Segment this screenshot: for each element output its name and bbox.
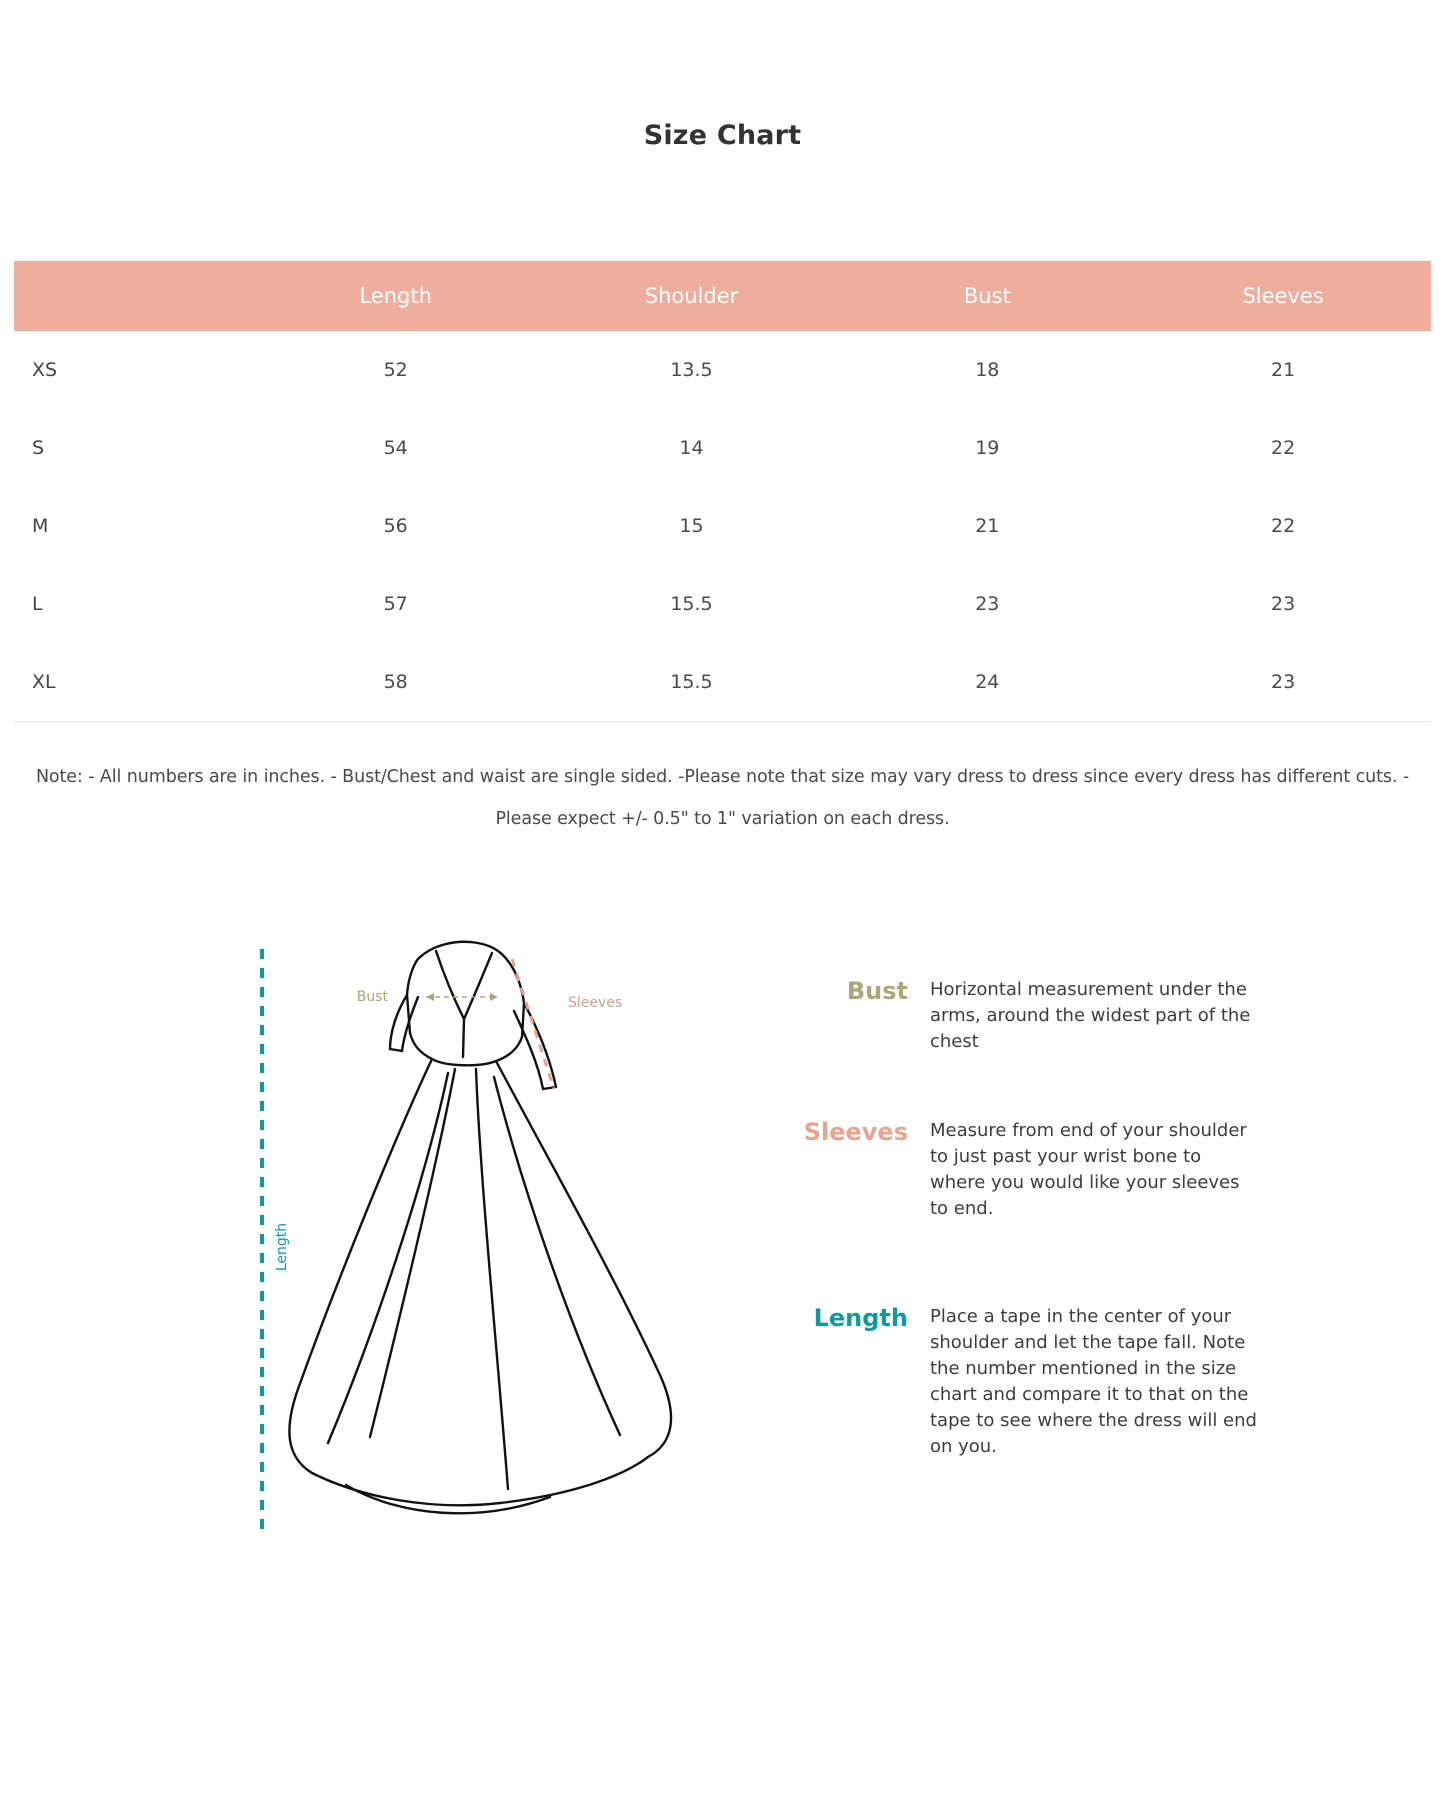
legend-desc-bust: Horizontal measurement under the arms, around the widest part of the chest bbox=[930, 979, 1251, 1053]
cell-size: L bbox=[32, 593, 43, 615]
cell-sleeves: 22 bbox=[1271, 437, 1296, 459]
cell-length: 56 bbox=[383, 515, 408, 537]
legend-term-bust: Bust bbox=[846, 977, 908, 1006]
size-table-header bbox=[14, 261, 1431, 331]
legend-term-length: Length bbox=[813, 1303, 908, 1332]
cell-bust: 24 bbox=[839, 643, 1135, 721]
cell-size: S bbox=[32, 437, 45, 459]
legend-desc-sleeves: Measure from end of your shoulder to just past your wrist bone to where you would like your sleeves to end. bbox=[930, 1119, 1247, 1219]
cell-bust: 23 bbox=[975, 593, 1000, 615]
column-header-shoulder: Shoulder bbox=[544, 261, 840, 331]
cell-bust: 19 bbox=[975, 437, 1000, 459]
dress-illustration bbox=[250, 937, 720, 1557]
table-row bbox=[14, 643, 1431, 721]
size-table-container bbox=[0, 261, 1445, 722]
cell-sleeves: 23 bbox=[1271, 593, 1296, 615]
size-table bbox=[14, 261, 1431, 722]
cell-sleeves: 21 bbox=[1271, 359, 1296, 381]
cell-shoulder: 13.5 bbox=[670, 359, 713, 381]
table-row bbox=[14, 487, 1431, 565]
dress-outline bbox=[289, 942, 671, 1513]
table-row bbox=[14, 409, 1431, 487]
measurement-guide-section bbox=[0, 937, 1445, 1557]
cell-bust: 18 bbox=[975, 359, 1000, 381]
cell-size: M bbox=[32, 515, 49, 537]
legend-item-bust bbox=[780, 977, 1380, 1055]
cell-length: 57 bbox=[383, 593, 408, 615]
column-header-bust: Bust bbox=[839, 261, 1135, 331]
cell-shoulder: 14 bbox=[679, 437, 704, 459]
cell-shoulder: 15 bbox=[679, 515, 704, 537]
cell-length: 54 bbox=[383, 437, 408, 459]
column-header-length: Length bbox=[248, 261, 544, 331]
sleeves-measure-line bbox=[512, 959, 622, 1089]
table-header-row bbox=[14, 261, 1431, 331]
column-header-sleeves: Sleeves bbox=[1135, 261, 1431, 331]
length-diagram-label: Length bbox=[274, 1223, 290, 1272]
cell-length: 52 bbox=[383, 359, 408, 381]
sleeves-diagram-label: Sleeves bbox=[568, 995, 623, 1012]
cell-size: XS bbox=[32, 359, 58, 381]
legend-term-sleeves: Sleeves bbox=[803, 1117, 908, 1146]
cell-shoulder: 15.5 bbox=[544, 643, 840, 721]
measurement-legend bbox=[780, 977, 1380, 1488]
table-row bbox=[14, 565, 1431, 643]
legend-item-sleeves bbox=[780, 1118, 1380, 1222]
cell-shoulder: 15.5 bbox=[670, 593, 713, 615]
table-row bbox=[14, 331, 1431, 409]
size-chart-note: Note: - All numbers are in inches. - Bust/Chest and waist are single sided. -Please note that size may vary dress to dress since every dress has different cuts. - Please expect +/- 0.5" to 1" variation on each dress. bbox=[35, 766, 1410, 830]
size-table-body bbox=[14, 331, 1431, 721]
column-header-size bbox=[14, 261, 248, 331]
cell-bust: 21 bbox=[975, 515, 1000, 537]
cell-size: XL bbox=[14, 643, 248, 721]
cell-sleeves: 22 bbox=[1271, 515, 1296, 537]
bust-diagram-label: Bust bbox=[356, 989, 388, 1006]
page-title: Size Chart bbox=[643, 120, 802, 151]
cell-length: 58 bbox=[248, 643, 544, 721]
legend-item-length bbox=[780, 1304, 1380, 1461]
cell-sleeves: 23 bbox=[1135, 643, 1431, 721]
legend-desc-length: Place a tape in the center of your shoulder and let the tape fall. Note the number mentioned in the size chart and compare it to that on the tape to see where the dress will end on you. bbox=[930, 1305, 1257, 1458]
